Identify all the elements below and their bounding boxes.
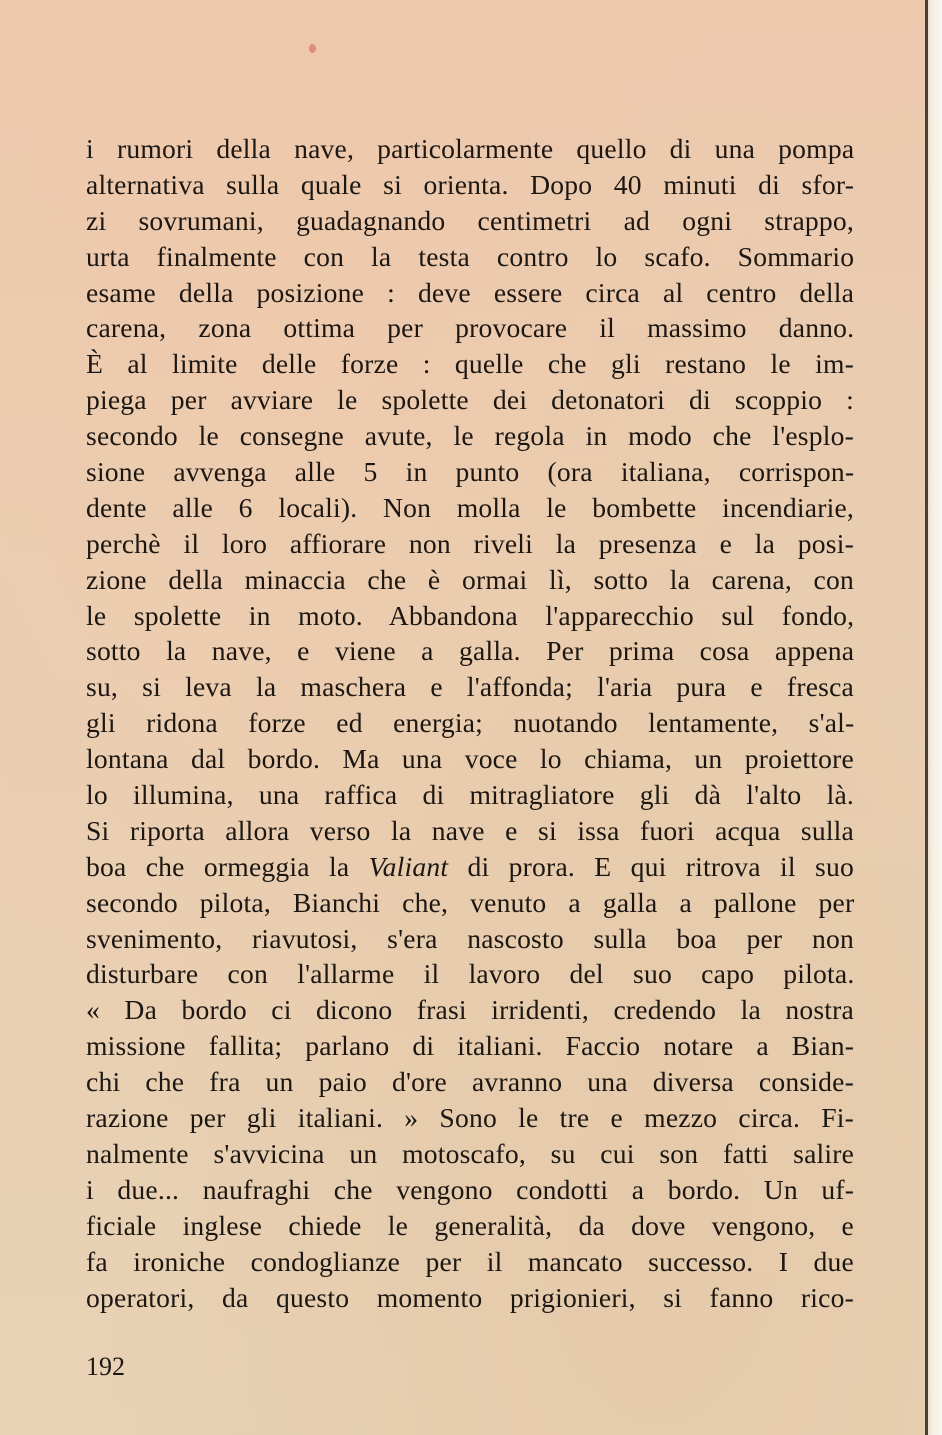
text-line: operatori, da questo momento prigionieri, si fanno rico- [86, 1281, 854, 1313]
text-line: gli ridona forze ed energia; nuotando lentamente, s'al- [86, 707, 855, 739]
text-line: urta finalmente con la testa contro lo scafo. Sommario [86, 240, 855, 272]
text-line: piega per avviare le spolette dei detonatori di scoppio : [86, 384, 854, 416]
text-line: esame della posizione : deve essere circa al centro della [86, 276, 855, 308]
text-line: È al limite delle forze : quelle che gli restano le im- [86, 348, 854, 380]
text-line: i rumori della nave, particolarmente quello di una pompa [86, 133, 855, 164]
ship-name: Valiant [368, 850, 449, 882]
text-line: chi che fra un paio d'ore avranno una diversa conside- [86, 1066, 854, 1098]
text-line: alternativa sulla quale si orienta. Dopo 40 minuti di sfor- [86, 168, 855, 200]
text-line: nalmente s'avvicina un motoscafo, su cui son fatti salire [86, 1137, 855, 1169]
text-line: svenimento, riavutosi, s'era nascosto sulla boa per non [86, 922, 854, 954]
text-line: dente alle 6 locali). Non molla le bombette incendiarie, [86, 491, 854, 523]
text-line: sotto la nave, e viene a galla. Per prima cosa appena [86, 635, 855, 667]
text-line: ficiale inglese chiede le generalità, da dove vengono, e [86, 1209, 854, 1241]
paper-speck [309, 44, 316, 53]
text-line: missione fallita; parlano di italiani. Faccio notare a Bian- [86, 1030, 855, 1062]
text-line: zi sovrumani, guadagnando centimetri ad ogni strappo, [86, 204, 854, 236]
text-line: su, si leva la maschera e l'affonda; l'aria pura e fresca [86, 671, 854, 703]
text-line: « Da bordo ci dicono frasi irridenti, credendo la nostra [86, 994, 854, 1026]
body-text [86, 131, 854, 1315]
text-line: le spolette in moto. Abbandona l'apparecchio sul fondo, [86, 599, 855, 631]
text-line: razione per gli italiani. » Sono le tre e mezzo circa. Fi- [86, 1102, 855, 1134]
text-line: i due... naufraghi che vengono condotti a bordo. Un uf- [86, 1173, 855, 1205]
page-number: 192 [86, 1352, 125, 1381]
text-line: boa che ormeggia la Valiant di prora. E qui ritrova il suo [86, 850, 854, 882]
text-line: perchè il loro affiorare non riveli la presenza e la posi- [86, 527, 854, 559]
text-line: secondo le consegne avute, le regola in modo che l'esplo- [86, 420, 854, 452]
text-line: carena, zona ottima per provocare il massimo danno. [86, 312, 855, 344]
page-edge-shadow [925, 0, 928, 1435]
text-line: sione avvenga alle 5 in punto (ora italiana, corrispon- [86, 456, 855, 488]
text-line: lo illumina, una raffica di mitragliatore gli dà l'alto là. [86, 779, 854, 811]
text-line: lontana dal bordo. Ma una voce lo chiama, un proiettore [86, 743, 854, 775]
text-line: disturbare con l'allarme il lavoro del suo capo pilota. [86, 958, 855, 990]
text-line: secondo pilota, Bianchi che, venuto a galla a pallone per [86, 886, 855, 918]
text-line: zione della minaccia che è ormai lì, sotto la carena, con [86, 563, 854, 595]
text-line: fa ironiche condoglianze per il mancato successo. I due [86, 1245, 854, 1277]
text-line: Si riporta allora verso la nave e si issa fuori acqua sulla [86, 814, 854, 846]
